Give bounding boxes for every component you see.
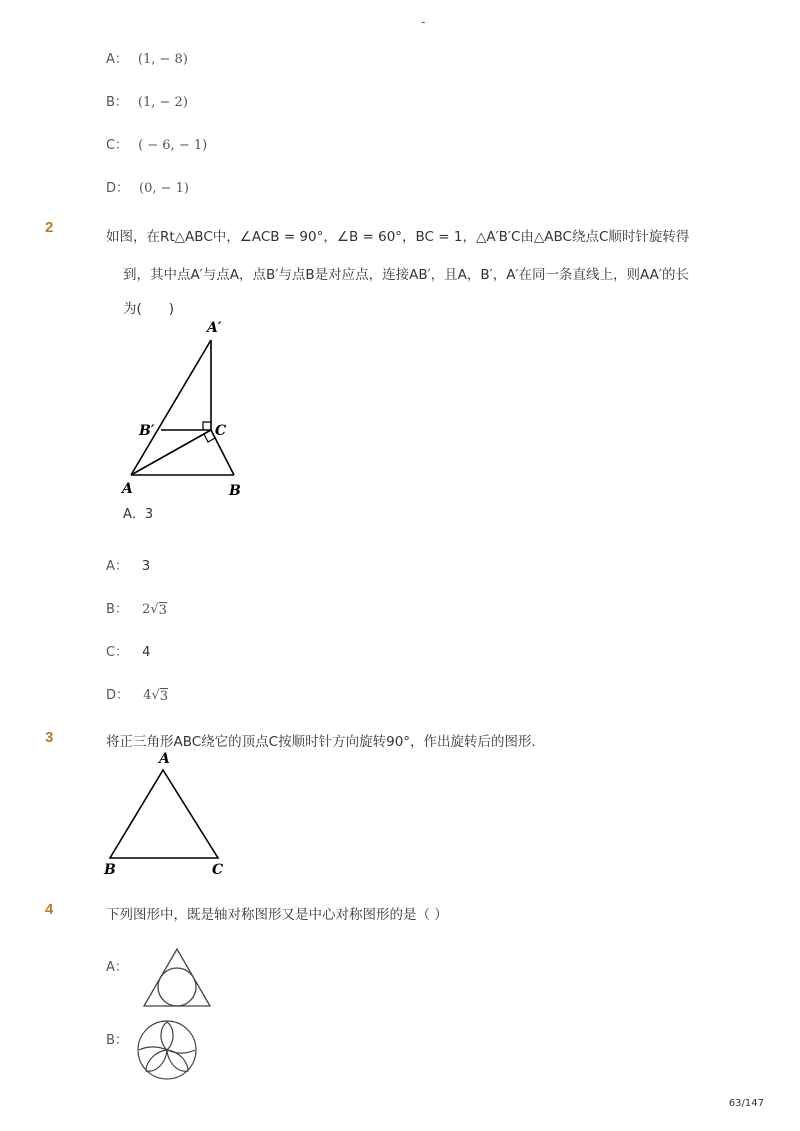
option-label: D： [106, 181, 130, 196]
q2-option-c[interactable] [106, 641, 150, 660]
label-b: B [104, 862, 116, 878]
option-label: B： [106, 1033, 128, 1048]
page-number: 63/147 [728, 1098, 764, 1109]
option-coefficient: 4 [143, 688, 152, 703]
option-value: ( − 6, − 1) [138, 138, 208, 153]
q4-option-a[interactable] [106, 956, 128, 975]
option-label: B： [106, 95, 128, 110]
q2-option-a[interactable] [106, 555, 150, 574]
question-number: 2 [45, 219, 54, 236]
option-coefficient: 2 [142, 602, 151, 617]
option-label: C： [106, 138, 129, 153]
triangle-abc [110, 770, 218, 858]
option-value: (1, − 2) [137, 95, 188, 110]
label-b: B [229, 483, 241, 499]
q1-option-d[interactable] [106, 177, 189, 196]
option-value: 4√3 [143, 688, 169, 704]
q2-option-b[interactable] [106, 598, 167, 617]
circle-with-three-petals-icon [136, 1019, 198, 1081]
q2-text-line1: 如图，在Rt△ABC中，∠ACB = 90°，∠B = 60°，BC = 1，△A′B′C由△ABC绕点C顺时针旋转得 [106, 229, 690, 245]
label-a: A [122, 481, 133, 497]
q1-option-b[interactable] [106, 91, 188, 110]
q2-option-d[interactable] [106, 684, 168, 703]
option-label: A： [106, 52, 128, 67]
q1-option-c[interactable] [106, 134, 207, 153]
q1-option-a[interactable] [106, 48, 188, 67]
q3-equilateral-triangle [98, 748, 238, 878]
option-value: 4 [142, 645, 151, 660]
q4-option-b[interactable] [106, 1029, 128, 1048]
q2-text-line2: 到，其中点A′与点A，点B′与点B是对应点，连接AB′，且A，B′，A′在同一条直线上，则AA′的长 [123, 267, 689, 283]
question-number: 3 [45, 729, 54, 746]
option-label: D： [106, 688, 130, 703]
option-label: B： [106, 602, 128, 617]
label-b-prime: B′ [139, 423, 155, 439]
label-a-prime: A′ [207, 320, 222, 336]
option-radicand: 3 [158, 603, 167, 618]
option-label: A： [106, 559, 128, 574]
label-c: C [212, 862, 224, 878]
option-label: A： [106, 960, 128, 975]
q4-text: 下列图形中，既是轴对称图形又是中心对称图形的是（ ） [106, 907, 448, 923]
question-number: 4 [45, 901, 54, 918]
segment-a-prime-a [131, 340, 211, 475]
option-label: C： [106, 645, 129, 660]
option-value: (0, − 1) [139, 181, 189, 196]
option-value: 3 [141, 559, 151, 574]
q2-triangle-figure [115, 318, 255, 503]
option-radicand: 3 [159, 689, 169, 704]
q3-text: 将正三角形ABC绕它的顶点C按顺时针方向旋转90°，作出旋转后的图形． [106, 734, 546, 750]
right-angle-mark [203, 422, 211, 430]
top-mark: - [421, 15, 426, 29]
triangle-with-inscribed-circle-icon [140, 946, 214, 1010]
label-a: A [159, 751, 170, 767]
label-c: C [215, 423, 227, 439]
answer-note: A．3 [123, 507, 154, 522]
option-value: (1, − 8) [137, 52, 188, 67]
option-value: 2√3 [142, 602, 167, 618]
q2-text-line3: 为( ) [123, 301, 175, 317]
